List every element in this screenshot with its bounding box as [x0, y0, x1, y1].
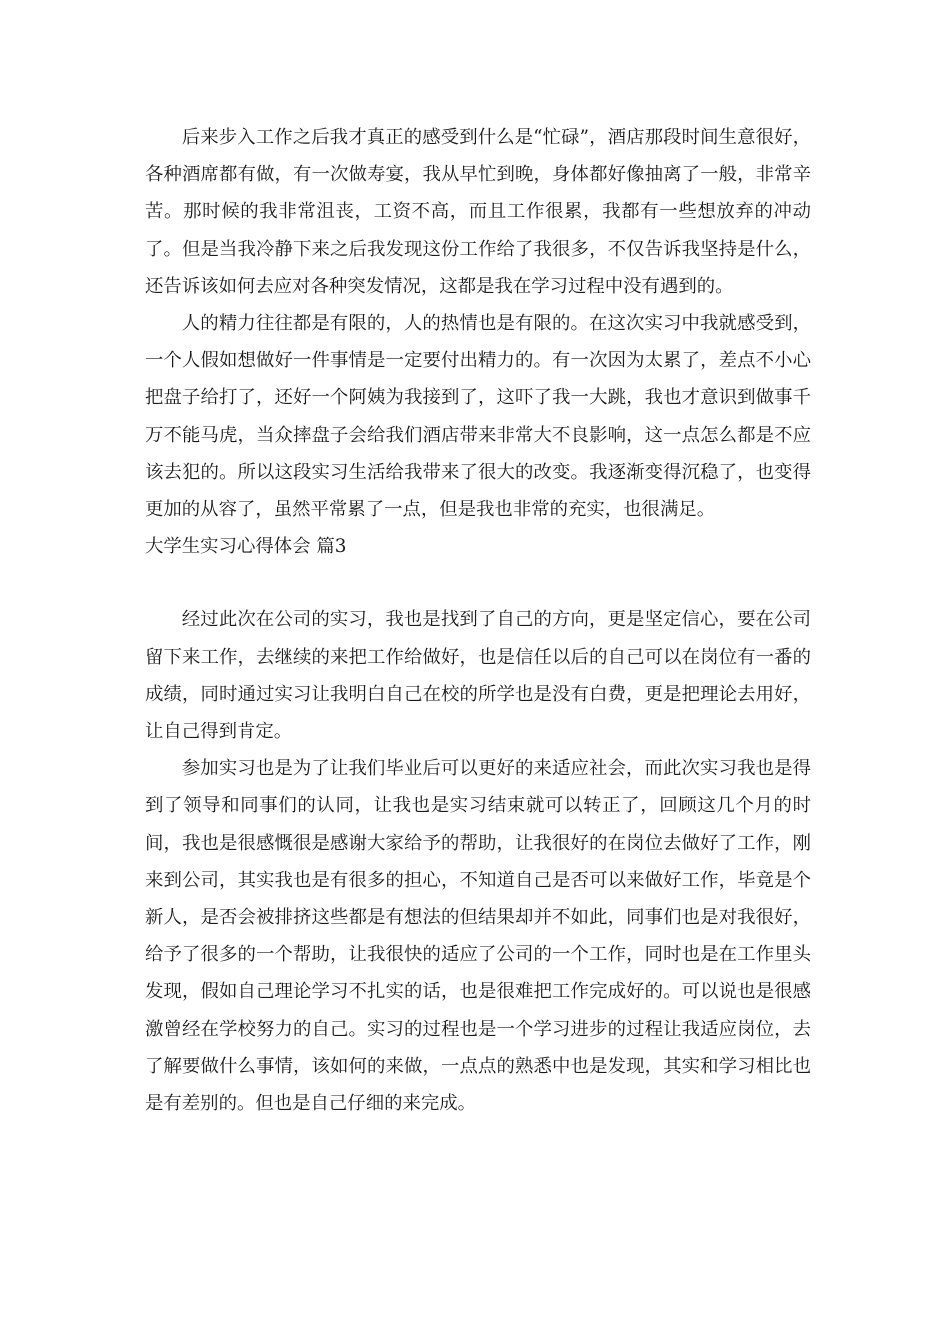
- paragraph-1: 后来步入工作之后我才真正的感受到什么是“忙碌”，酒店那段时间生意很好，各种酒席都有做，有一次做寿宴，我从早忙到晚，身体都好像抽离了一般，非常辛苦。那时候的我非常沮丧，工资不高，而且工作很累，我都有一些想放弃的冲动了。但是当我冷静下来之后我发现这份工作给了我很多，不仅告诉我坚持是什么，还告诉该如何去应对各种突发情况，这都是我在学习过程中没有遇到的。: [145, 127, 811, 297]
- section-heading: 大学生实习心得体会 篇3: [145, 536, 347, 558]
- document-page: [145, 119, 811, 1122]
- paragraph-4: 参加实习也是为了让我们毕业后可以更好的来适应社会，而此次实习我也是得到了领导和同事们的认同，让我也是实习结束就可以转正了，回顾这几个月的时间，我也是很感慨很是感谢大家给予的帮助，让我很好的在岗位去做好了工作，刚来到公司，其实我也是有很多的担心，不知道自己是否可以来做好工作，毕竟是个新人，是否会被排挤这些都是有想法的但结果却并不如此，同事们也是对我很好，给予了很多的一个帮助，让我很快的适应了公司的一个工作，同时也是在工作里头发现，假如自己理论学习不扎实的话，也是很难把工作完成好的。可以说也是很感激曾经在学校努力的自己。实习的过程也是一个学习进步的过程让我适应岗位，去了解要做什么事情，该如何的来做，一点点的熟悉中也是发现，其实和学习相比也是有差别的。但也是自己仔细的来完成。: [145, 758, 811, 1115]
- paragraph-2: 人的精力往往都是有限的，人的热情也是有限的。在这次实习中我就感受到，一个人假如想做好一件事情是一定要付出精力的。有一次因为太累了，差点不小心把盘子给打了，还好一个阿姨为我接到了，这吓了我一大跳，我也才意识到做事千万不能马虎，当众摔盘子会给我们酒店带来非常大不良影响，这一点怎么都是不应该去犯的。所以这段实习生活给我带来了很大的改变。我逐渐变得沉稳了，也变得更加的从容了，虽然平常累了一点，但是我也非常的充实，也很满足。: [145, 313, 811, 521]
- paragraph-3: 经过此次在公司的实习，我也是找到了自己的方向，更是坚定信心，要在公司留下来工作，去继续的来把工作给做好，也是信任以后的自己可以在岗位有一番的成绩，同时通过实习让我明白自己在校的所学也是没有白费，更是把理论去用好，让自己得到肯定。: [145, 609, 811, 743]
